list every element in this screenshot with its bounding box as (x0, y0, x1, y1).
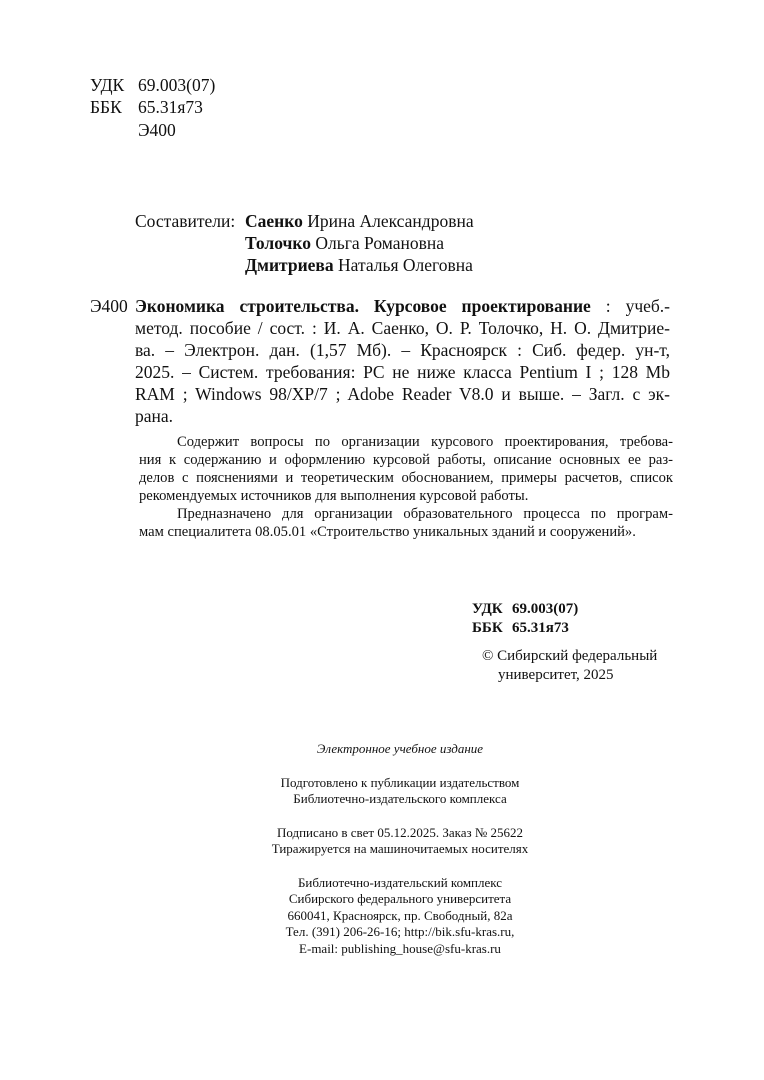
bib-line-1 (135, 295, 670, 317)
bibliographic-description (135, 295, 670, 427)
bottom-udk-label: УДК (472, 601, 503, 617)
prepared-line-1: Подготовлено к публикации издательством (280, 774, 520, 790)
copyright-line-2: университет, 2025 (498, 667, 614, 683)
bib-line-1-rest: : учеб.- (590, 296, 670, 316)
bib-line-4: 2025. – Систем. требования: PC не ниже класса Pentium I ; 128 Mb (135, 362, 670, 382)
bib-line-2: метод. пособие / сост. : И. А. Саенко, О. Р. Толочко, Н. О. Дмитрие- (135, 318, 670, 338)
publisher-line-1: Библиотечно-издательский комплекс (297, 874, 503, 890)
edition-type: Электронное учебное издание (316, 741, 484, 756)
udk-line (90, 74, 215, 96)
bib-line-6: рана. (135, 406, 174, 426)
udk-value: 69.003(07) (138, 75, 216, 95)
prepared-line-2: Библиотечно-издательского комплекса (293, 791, 507, 806)
compiler-2-name: Ольга Романовна (315, 233, 444, 253)
distribution-line: Тиражируется на машиночитаемых носителях (271, 841, 529, 856)
compiler-1-name: Ирина Александровна (307, 211, 474, 231)
author-sign: Э400 (138, 120, 176, 140)
copyright-line-1: © Сибирский федеральный (482, 648, 658, 664)
email-line: E-mail: publishing_house@sfu-kras.ru (299, 940, 501, 956)
annotation-line: делов с пояснениями и теоретическим обоснованием, примеры расчетов, список (139, 470, 673, 486)
signed-line: Подписано в свет 05.12.2025. Заказ № 25622 (276, 824, 524, 840)
annotation-line: ния к содержанию и оформлению курсовой работы, описание основных ее раз- (139, 452, 673, 468)
compiler-3 (245, 254, 473, 276)
annotation-line: Предназначено для организации образовательного процесса по програм- (177, 506, 673, 522)
compiler-3-surname: Дмитриева (245, 255, 334, 275)
compiler-1 (245, 210, 474, 232)
udk-label: УДК (90, 75, 125, 95)
bib-line-3: ва. – Электрон. дан. (1,57 Мб). – Красноярск : Сиб. федер. ун-т, (135, 340, 670, 360)
annotation-paragraph-1 (139, 433, 673, 505)
annotation-line: Содержит вопросы по организации курсового проектирования, требова- (177, 434, 673, 450)
bottom-udk-line (472, 600, 578, 619)
address-line: 660041, Красноярск, пр. Свободный, 82а (287, 907, 513, 923)
imprint (200, 741, 600, 957)
bottom-bbk-line (472, 619, 569, 638)
book-title: Экономика строительства. Курсовое проектирование (135, 296, 591, 316)
publisher-line-2: Сибирского федерального университета (288, 891, 512, 906)
compiler-3-name: Наталья Олеговна (338, 255, 473, 275)
bib-line-5: RAM ; Windows 98/XP/7 ; Adobe Reader V8.0 и выше. – Загл. с эк- (135, 384, 670, 404)
phone-line: Тел. (391) 206-26-16; http://bik.sfu-kras.ru, (285, 924, 515, 939)
bbk-label: ББК (90, 97, 122, 117)
compiler-2-surname: Толочко (245, 233, 311, 253)
bib-index: Э400 (90, 296, 128, 316)
annotation-line: мам специалитета 08.05.01 «Строительство уникальных зданий и сооружений». (139, 524, 636, 540)
bottom-bbk-value: 65.31я73 (512, 620, 569, 636)
compiler-1-surname: Саенко (245, 211, 303, 231)
annotation-paragraph-2 (139, 505, 673, 541)
bottom-bbk-label: ББК (472, 620, 503, 636)
compiler-2 (245, 232, 444, 254)
bbk-line (90, 96, 203, 118)
bbk-value: 65.31я73 (138, 97, 203, 117)
bottom-udk-value: 69.003(07) (512, 601, 579, 617)
compilers-label: Составители: (135, 211, 236, 231)
annotation-line: рекомендуемых источников для выполнения курсовой работы. (139, 488, 529, 504)
